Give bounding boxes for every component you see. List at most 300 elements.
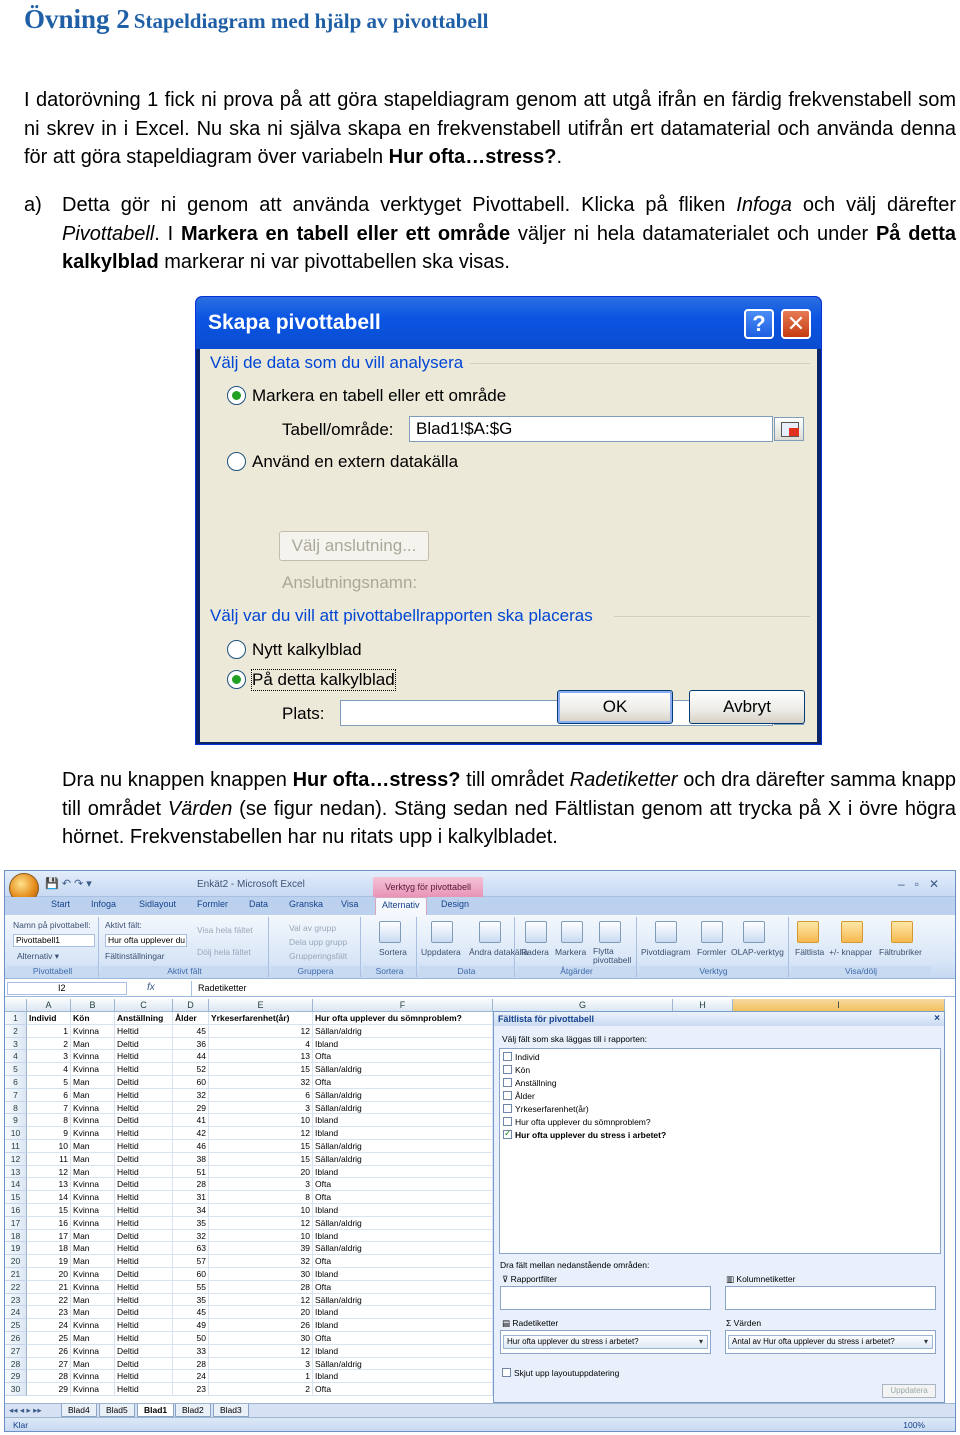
table-cell[interactable]: 45 [173,1025,209,1038]
table-cell[interactable]: Heltid [115,1166,173,1179]
table-cell[interactable]: Heltid [115,1370,173,1383]
radio-new-worksheet[interactable] [227,640,246,659]
olap-tools-button[interactable]: OLAP-verktyg [731,947,784,957]
table-cell[interactable]: 32 [173,1089,209,1102]
table-cell[interactable]: 42 [173,1127,209,1140]
radio-existing-worksheet[interactable] [227,670,246,689]
table-cell[interactable]: 12 [209,1025,313,1038]
sheet-tab[interactable]: Blad4 [61,1404,97,1417]
table-cell[interactable]: Kön [71,1012,115,1025]
table-cell[interactable]: Man [71,1166,115,1179]
change-source-button[interactable]: Ändra datakälla [469,947,529,957]
field-list-icon[interactable] [797,921,819,943]
status-bar [5,1417,955,1432]
table-cell[interactable]: 3 [209,1102,313,1115]
row-header[interactable]: 28 [5,1358,27,1371]
formula-input[interactable]: Radetiketter [191,981,939,996]
table-cell[interactable]: Ibland [313,1204,493,1217]
table-cell[interactable]: 29 [173,1102,209,1115]
row-header[interactable]: 20 [5,1255,27,1268]
table-cell[interactable]: Kvinna [71,1319,115,1332]
table-cell[interactable]: Kvinna [71,1102,115,1115]
table-cell[interactable]: 4 [27,1063,71,1076]
table-cell[interactable]: 24 [173,1370,209,1383]
formulas-button[interactable]: Formler [697,947,727,957]
formulas-icon[interactable] [701,921,723,943]
table-cell[interactable]: Deltid [115,1038,173,1051]
table-cell[interactable]: 38 [173,1153,209,1166]
sheet-nav-icons[interactable]: ◂◂ ◂ ▸ ▸▸ [9,1405,42,1415]
table-cell[interactable]: Man [71,1358,115,1371]
pivottable-options-button[interactable]: Alternativ ▾ [17,951,60,961]
table-cell[interactable]: Deltid [115,1153,173,1166]
column-header-h[interactable]: H [673,999,733,1012]
radio-existing-worksheet-label: På detta kalkylblad [252,670,395,689]
row-header[interactable]: 22 [5,1281,27,1294]
table-cell[interactable]: Hur ofta upplever du sömnproblem? [313,1012,493,1025]
table-cell[interactable]: Man [71,1089,115,1102]
row-header[interactable]: 3 [5,1038,27,1051]
table-cell[interactable]: Heltid [115,1217,173,1230]
table-cell[interactable]: Kvinna [71,1268,115,1281]
row-header[interactable]: 9 [5,1114,27,1127]
table-cell[interactable]: Ofta [313,1076,493,1089]
table-cell[interactable]: Sällan/aldrig [313,1358,493,1371]
column-header-g[interactable]: G [493,999,673,1012]
table-cell[interactable]: Heltid [115,1281,173,1294]
select-all-corner[interactable] [5,999,27,1012]
table-cell[interactable]: Ibland [313,1166,493,1179]
row-field-item[interactable]: Hur ofta upplever du stress i arbetet? ▾ [503,1335,708,1349]
sheet-tab[interactable]: Blad3 [213,1404,249,1417]
table-cell[interactable]: 16 [27,1217,71,1230]
table-cell[interactable]: Kvinna [71,1191,115,1204]
table-cell[interactable]: Ibland [313,1319,493,1332]
table-cell[interactable]: Man [71,1076,115,1089]
clear-icon[interactable] [525,921,547,943]
table-cell[interactable]: 23 [27,1306,71,1319]
table-cell[interactable]: Heltid [115,1127,173,1140]
row-header[interactable]: 12 [5,1153,27,1166]
table-cell[interactable]: 7 [27,1102,71,1115]
table-cell[interactable]: Yrkeserfarenhet(år) [209,1012,313,1025]
pivot-chart-button[interactable]: Pivotdiagram [641,947,691,957]
row-header[interactable]: 10 [5,1127,27,1140]
table-cell[interactable]: 1 [27,1025,71,1038]
row-header[interactable]: 30 [5,1383,27,1396]
table-cell[interactable]: 5 [27,1076,71,1089]
row-header[interactable]: 16 [5,1204,27,1217]
table-cell[interactable]: 24 [27,1319,71,1332]
table-cell[interactable]: 4 [209,1038,313,1051]
sort-button[interactable]: Sortera [379,947,407,957]
table-cell[interactable]: Kvinna [71,1127,115,1140]
zoom-level[interactable]: 100% [903,1420,925,1430]
table-cell[interactable]: 11 [27,1153,71,1166]
tab-page-layout[interactable]: Sidlayout [139,899,177,909]
table-cell[interactable]: Heltid [115,1089,173,1102]
table-cell[interactable]: Deltid [115,1114,173,1127]
table-cell[interactable]: 3 [209,1178,313,1191]
table-cell[interactable]: 50 [173,1332,209,1345]
table-cell[interactable]: 14 [27,1191,71,1204]
refresh-icon[interactable] [431,921,453,943]
table-cell[interactable]: 15 [27,1204,71,1217]
table-cell[interactable]: Ofta [313,1178,493,1191]
table-cell[interactable]: 31 [173,1191,209,1204]
table-cell[interactable]: Heltid [115,1319,173,1332]
olap-tools-icon[interactable] [743,921,765,943]
row-header[interactable]: 21 [5,1268,27,1281]
field-item[interactable]: Ålder [503,1091,535,1101]
table-cell[interactable]: Heltid [115,1063,173,1076]
table-cell[interactable]: 6 [27,1089,71,1102]
table-cell[interactable]: 45 [173,1306,209,1319]
table-cell[interactable]: 29 [27,1383,71,1396]
table-cell[interactable]: 10 [209,1114,313,1127]
table-cell[interactable]: 12 [27,1166,71,1179]
sheet-tab-active[interactable]: Blad1 [137,1404,174,1417]
table-cell[interactable]: Deltid [115,1178,173,1191]
table-cell[interactable]: Ålder [173,1012,209,1025]
table-cell[interactable]: 10 [27,1140,71,1153]
table-cell[interactable]: 12 [209,1127,313,1140]
table-cell[interactable]: Ibland [313,1370,493,1383]
table-cell[interactable]: Sällan/aldrig [313,1217,493,1230]
table-cell[interactable]: 13 [209,1050,313,1063]
field-item[interactable]: Individ [503,1052,540,1062]
row-header[interactable]: 2 [5,1025,27,1038]
row-labels-area[interactable] [500,1330,711,1354]
cancel-button[interactable]: Avbryt [689,690,805,724]
table-cell[interactable]: Ofta [313,1383,493,1396]
table-cell[interactable]: 2 [27,1038,71,1051]
table-cell[interactable]: 20 [27,1268,71,1281]
table-cell[interactable]: Man [71,1140,115,1153]
table-cell[interactable]: Kvinna [71,1025,115,1038]
field-list-close-icon[interactable]: × [934,1013,940,1024]
table-cell[interactable]: Sällan/aldrig [313,1294,493,1307]
field-settings-button[interactable]: Fältinställningar [105,951,165,961]
table-cell[interactable]: 25 [27,1332,71,1345]
table-cell[interactable]: 39 [209,1242,313,1255]
table-cell[interactable]: 51 [173,1166,209,1179]
table-cell[interactable]: Ibland [313,1038,493,1051]
table-cell[interactable]: Deltid [115,1345,173,1358]
column-header-b[interactable]: B [71,999,115,1012]
table-cell[interactable]: Kvinna [71,1204,115,1217]
table-cell[interactable]: Anställning [115,1012,173,1025]
table-cell[interactable]: 19 [27,1255,71,1268]
row-header[interactable]: 29 [5,1370,27,1383]
table-cell[interactable]: Man [71,1294,115,1307]
dialog-title: Skapa pivottabell [208,311,381,334]
field-item[interactable]: Anställning [503,1078,557,1088]
row-header[interactable]: 23 [5,1294,27,1307]
table-cell[interactable]: 33 [173,1345,209,1358]
table-cell[interactable]: Ofta [313,1050,493,1063]
table-cell[interactable]: Sällan/aldrig [313,1025,493,1038]
table-cell[interactable]: Kvinna [71,1217,115,1230]
tab-formulas[interactable]: Formler [197,899,228,909]
column-labels-area[interactable] [725,1286,936,1310]
fx-icon[interactable]: fx [147,982,155,993]
row-header[interactable]: 5 [5,1063,27,1076]
table-cell[interactable]: Heltid [115,1204,173,1217]
table-cell[interactable]: 44 [173,1050,209,1063]
table-cell[interactable]: 32 [209,1076,313,1089]
table-cell[interactable]: Sällan/aldrig [313,1153,493,1166]
table-cell[interactable]: Ibland [313,1306,493,1319]
column-header-c[interactable]: C [115,999,173,1012]
tab-insert[interactable]: Infoga [91,899,117,909]
table-cell[interactable]: Man [71,1255,115,1268]
table-cell[interactable]: 8 [209,1191,313,1204]
row-header[interactable]: 11 [5,1140,27,1153]
table-cell[interactable]: Kvinna [71,1063,115,1076]
table-cell[interactable]: 35 [173,1217,209,1230]
tab-view[interactable]: Visa [341,899,359,909]
field-list-button[interactable]: Fältlista [795,947,825,957]
sheet-tab[interactable]: Blad5 [99,1404,135,1417]
table-cell[interactable]: 34 [173,1204,209,1217]
row-header[interactable]: 13 [5,1166,27,1179]
table-cell[interactable]: 36 [173,1038,209,1051]
table-cell[interactable]: Man [71,1153,115,1166]
table-cell[interactable]: Ibland [313,1268,493,1281]
table-cell[interactable]: Ofta [313,1191,493,1204]
table-cell[interactable]: 32 [173,1230,209,1243]
change-source-icon[interactable] [479,921,501,943]
tab-options[interactable]: Alternativ [375,897,427,915]
table-cell[interactable]: 23 [173,1383,209,1396]
tab-design[interactable]: Design [441,899,470,909]
table-cell[interactable]: Heltid [115,1050,173,1063]
field-item[interactable]: Kön [503,1065,530,1075]
row-header[interactable]: 19 [5,1242,27,1255]
table-cell[interactable]: 57 [173,1255,209,1268]
select-button[interactable]: Markera [555,947,587,957]
table-cell[interactable]: Kvinna [71,1345,115,1358]
table-cell[interactable]: Ofta [313,1332,493,1345]
values-area[interactable] [725,1330,936,1354]
field-headers-icon[interactable] [891,921,913,943]
table-cell[interactable]: 41 [173,1114,209,1127]
table-cell[interactable]: Kvinna [71,1114,115,1127]
close-button[interactable]: ✕ [781,309,811,339]
report-filter-area[interactable] [500,1286,711,1310]
row-header[interactable]: 27 [5,1345,27,1358]
table-cell[interactable]: Deltid [115,1230,173,1243]
column-header-a[interactable]: A [27,999,71,1012]
table-cell[interactable]: Kvinna [71,1370,115,1383]
table-cell[interactable]: Individ [27,1012,71,1025]
table-cell[interactable]: 46 [173,1140,209,1153]
row-header[interactable]: 7 [5,1089,27,1102]
section-choose-location: Välj var du vill att pivottabellrapporten ska placeras [210,606,810,626]
table-cell[interactable]: Ibland [313,1114,493,1127]
table-cell[interactable]: 26 [27,1345,71,1358]
table-cell[interactable]: 60 [173,1268,209,1281]
table-cell[interactable]: Ibland [313,1230,493,1243]
table-cell[interactable]: Deltid [115,1076,173,1089]
radio-external-source[interactable] [227,452,246,471]
tab-data[interactable]: Data [249,899,269,909]
table-cell[interactable]: 18 [27,1242,71,1255]
table-cell[interactable]: 27 [27,1358,71,1371]
table-cell[interactable]: 3 [27,1050,71,1063]
table-cell[interactable]: 12 [209,1294,313,1307]
table-cell[interactable]: Heltid [115,1191,173,1204]
table-cell[interactable]: Heltid [115,1102,173,1115]
row-header[interactable]: 15 [5,1191,27,1204]
column-header-f[interactable]: F [313,999,493,1012]
refresh-button[interactable]: Uppdatera [421,947,461,957]
table-cell[interactable]: Sällan/aldrig [313,1063,493,1076]
table-cell[interactable]: 2 [209,1383,313,1396]
table-cell[interactable]: 12 [209,1345,313,1358]
table-cell[interactable]: Heltid [115,1255,173,1268]
table-cell[interactable]: 21 [27,1281,71,1294]
radio-select-range[interactable] [227,386,246,405]
field-item[interactable]: Hur ofta upplever du sömnproblem? [503,1117,651,1127]
table-cell[interactable]: 28 [209,1281,313,1294]
value-field-item[interactable]: Antal av Hur ofta upplever du stress i arbetet? ▾ [728,1335,933,1349]
pivot-tools-context-tab: Verktyg för pivottabell [373,877,483,897]
table-cell[interactable]: 55 [173,1281,209,1294]
range-picker-icon[interactable] [774,417,804,441]
table-cell[interactable]: 12 [209,1217,313,1230]
window-controls[interactable]: –▫✕ [898,877,949,891]
table-cell[interactable]: 28 [27,1370,71,1383]
table-cell[interactable]: 63 [173,1242,209,1255]
table-cell[interactable]: Kvinna [71,1281,115,1294]
active-field-input[interactable]: Hur ofta upplever du [105,934,187,947]
table-cell[interactable]: Man [71,1230,115,1243]
sort-icon[interactable] [379,921,401,943]
field-item-checked[interactable]: ✓Hur ofta upplever du stress i arbetet? [503,1130,666,1140]
plus-minus-buttons-button[interactable]: +/- knappar [829,947,873,957]
move-pivottable-button[interactable]: Flytta pivottabell [593,946,632,965]
table-cell[interactable]: Heltid [115,1332,173,1345]
table-cell[interactable]: 28 [173,1178,209,1191]
table-cell[interactable]: 20 [209,1166,313,1179]
row-header[interactable]: 8 [5,1102,27,1115]
table-cell[interactable]: Kvinna [71,1178,115,1191]
help-button[interactable]: ? [744,309,774,339]
table-cell[interactable]: 17 [27,1230,71,1243]
ok-button[interactable]: OK [557,690,673,724]
table-cell[interactable]: 3 [209,1358,313,1371]
table-cell[interactable]: Ibland [313,1345,493,1358]
row-header[interactable]: 6 [5,1076,27,1089]
table-cell[interactable]: Sällan/aldrig [313,1242,493,1255]
table-cell[interactable]: Man [71,1242,115,1255]
tab-start[interactable]: Start [51,899,71,909]
table-cell[interactable]: 13 [27,1178,71,1191]
table-cell[interactable]: 22 [27,1294,71,1307]
table-cell[interactable]: Sällan/aldrig [313,1140,493,1153]
table-cell[interactable]: Deltid [115,1306,173,1319]
table-cell[interactable]: Heltid [115,1025,173,1038]
table-cell[interactable]: Sällan/aldrig [313,1089,493,1102]
table-cell[interactable]: 10 [209,1204,313,1217]
table-cell[interactable]: Sällan/aldrig [313,1102,493,1115]
column-header-e[interactable]: E [209,999,313,1012]
sheet-tab[interactable]: Blad2 [175,1404,211,1417]
table-cell[interactable]: 60 [173,1076,209,1089]
defer-update-option[interactable]: Skjut upp layoutuppdatering [502,1368,619,1378]
row-header[interactable]: 25 [5,1319,27,1332]
table-cell[interactable]: Heltid [115,1294,173,1307]
table-cell[interactable]: 9 [27,1127,71,1140]
pivot-chart-icon[interactable] [655,921,677,943]
table-cell[interactable]: Ibland [313,1127,493,1140]
row-header[interactable]: 17 [5,1217,27,1230]
table-cell[interactable]: Kvinna [71,1383,115,1396]
select-icon[interactable] [561,921,583,943]
table-cell[interactable]: 15 [209,1063,313,1076]
field-headers-button[interactable]: Fältrubriker [879,947,922,957]
table-cell[interactable]: 1 [209,1370,313,1383]
table-cell[interactable]: Heltid [115,1242,173,1255]
buttons-icon[interactable] [841,921,863,943]
row-header[interactable]: 18 [5,1230,27,1243]
table-cell[interactable]: 26 [209,1319,313,1332]
row-header[interactable]: 24 [5,1306,27,1319]
table-cell[interactable]: Deltid [115,1358,173,1371]
row-header[interactable]: 14 [5,1178,27,1191]
table-cell[interactable]: 15 [209,1140,313,1153]
name-box[interactable]: I2 [7,982,127,995]
table-cell[interactable]: 10 [209,1230,313,1243]
table-cell[interactable]: Ofta [313,1255,493,1268]
table-cell[interactable]: 32 [209,1255,313,1268]
table-cell[interactable]: 35 [173,1294,209,1307]
table-cell[interactable]: Man [71,1038,115,1051]
row-header[interactable]: 4 [5,1050,27,1063]
table-cell[interactable]: 20 [209,1306,313,1319]
quick-access-toolbar[interactable]: 💾 ↶ ↷ ▾ [45,878,92,890]
range-input[interactable]: Blad1!$A:$G [409,416,773,442]
table-cell[interactable]: 28 [173,1358,209,1371]
move-pivottable-icon[interactable] [599,921,621,943]
column-header-d[interactable]: D [173,999,209,1012]
table-cell[interactable]: Deltid [115,1268,173,1281]
table-cell[interactable]: Heltid [115,1383,173,1396]
row-header[interactable]: 26 [5,1332,27,1345]
connection-name-label: Anslutningsnamn: [282,573,418,592]
table-cell[interactable]: 52 [173,1063,209,1076]
table-cell[interactable]: 30 [209,1268,313,1281]
table-cell[interactable]: 49 [173,1319,209,1332]
table-cell[interactable]: 15 [209,1153,313,1166]
table-cell[interactable]: Heltid [115,1140,173,1153]
table-cell[interactable]: Kvinna [71,1050,115,1063]
table-cell[interactable]: 6 [209,1089,313,1102]
table-cell[interactable]: 30 [209,1332,313,1345]
table-cell[interactable]: Man [71,1306,115,1319]
clear-button[interactable]: Radera [521,947,549,957]
row-header[interactable]: 1 [5,1012,27,1025]
column-header-i[interactable]: I [733,999,945,1012]
tab-review[interactable]: Granska [289,899,324,909]
pivottable-name-input[interactable]: Pivottabell1 [13,934,95,947]
table-cell[interactable]: 8 [27,1114,71,1127]
table-cell[interactable]: Man [71,1332,115,1345]
field-item[interactable]: Yrkeserfarenhet(år) [503,1104,589,1114]
table-cell[interactable]: Ofta [313,1281,493,1294]
